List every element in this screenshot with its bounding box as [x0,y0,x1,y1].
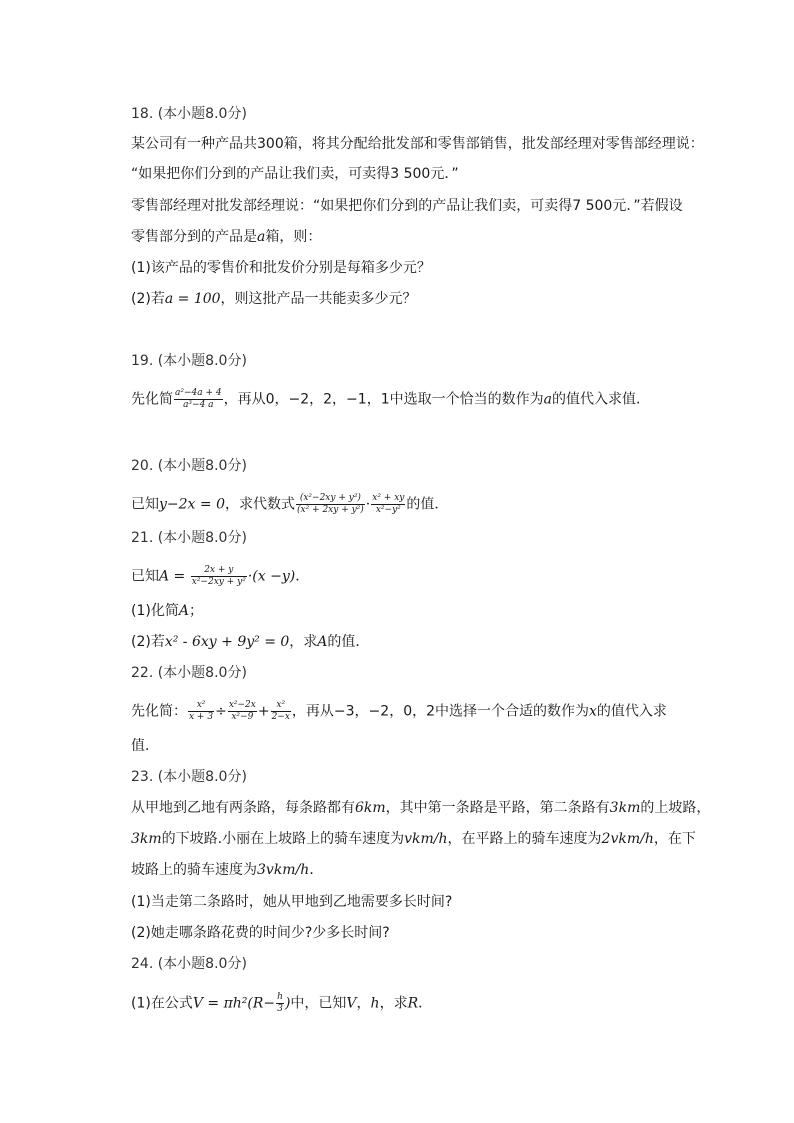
q23-line-2 [131,829,696,849]
q21-lhs: A = [159,568,186,585]
q20-eq: y−2x = 0 [159,496,225,513]
q22-f3-num: x² [271,700,291,712]
q18-l4-text-b: 箱，则： [265,229,322,245]
q19-var: a [543,391,552,408]
q22-fraction-1 [188,700,214,723]
q18-part-1: (1)该产品的零售价和批发价分别是每箱多少元？ [131,260,431,276]
q23-l2-math-1: 3km [131,831,162,847]
q23-l2-text-a: 的下坡路.小丽在上坡路上的骑车速度为 [161,831,405,847]
q22-op-divide: ÷ [215,703,227,720]
q21-p1-text-b: ； [188,603,203,619]
q22-text-c: 的值代入求 [596,703,667,720]
q22-body [131,700,667,723]
q19-fraction [174,388,223,411]
q22-text-a: 先化简： [131,703,187,720]
q18-p2-text-b: ，则这批产品一共能卖多少元？ [220,291,417,307]
q22-f2-num: x²−2x [228,700,256,710]
q18-l4-var: a [257,229,266,245]
q18-part-2 [131,289,417,309]
q21-frac-num: 2x + y [191,565,247,577]
q19-frac-num: a²−4a + 4 [175,388,222,398]
q23-l2-math-2: vkm/h [404,831,448,847]
q18-line-4 [131,227,321,247]
q21-p2-math: x² - 6xy + 9y² = 0 [164,634,290,650]
q24-text-b: 中，已知 [290,995,347,1012]
q21-p2-text-a: (2)若 [131,634,165,650]
q24-heading: 24. (本小题8.0分) [131,956,247,972]
q24-formula-b: ) [284,995,291,1012]
q24-frac-den: 3 [277,1004,283,1014]
q20-fraction-2 [371,493,405,516]
q22-f1-num: x² [188,700,214,712]
q23-l1-text-b: ，其中第一条路是平路，第二条路有 [385,800,610,816]
q22-f2-den: x²−9 [231,712,254,722]
q20-f1-den: (x² + 2xy + y²) [296,505,364,515]
q23-l1-math-1: 6km [355,800,386,816]
q24-formula-a: V = πh²(R− [192,995,276,1012]
q18-p2-math: a = 100 [164,291,221,307]
q24-frac-num: h [277,992,283,1002]
q20-fraction-1 [296,493,365,516]
q22-f1-den: x + 3 [189,712,214,722]
q18-line-2: “如果把你们分到的产品让我们卖，可卖得3 500元．” [131,166,459,182]
q23-part-2: (2)她走哪条路花费的时间少?少多长时间? [131,925,390,941]
q21-frac-den: x²−2xy + y² [191,577,246,587]
q20-text-b: ，求代数式 [224,496,295,513]
q22-fraction-2 [228,700,257,723]
q22-heading: 22. (本小题8.0分) [131,665,247,681]
q24-var-h: h [370,995,380,1012]
q19-body [131,388,650,411]
q19-heading: 19. (本小题8.0分) [131,353,247,369]
q18-line-1: 某公司有一种产品共300箱，将其分配给批发部和零售部销售，批发部经理对零售部经理说： [131,136,704,152]
q23-l2-text-b: ，在平路上的骑车速度为 [447,831,602,847]
q22-op-plus: + [257,703,270,720]
q23-l1-math-2: 3km [609,800,641,816]
q23-part-1: (1)当走第二条路时，她从甲地到乙地需要多长时间? [131,894,453,910]
q21-part-1 [131,601,203,621]
q22-line-2: 值． [131,738,159,754]
q21-p1-text-a: (1)化简 [131,603,179,619]
q18-p2-text-a: (2)若 [131,291,165,307]
q24-text-c: ． [418,995,433,1012]
q24-part-1 [131,992,432,1015]
q24-sep: ， [356,995,371,1012]
q23-l2-text-c: ，在下 [653,831,696,847]
q19-frac-den: a³−4 a [183,400,214,410]
q24-var-r: R [407,995,419,1012]
q20-heading: 20. (本小题8.0分) [131,458,247,474]
q23-line-1 [131,798,710,818]
q22-fraction-3 [271,700,291,723]
q20-f2-den: x²−y² [375,505,401,515]
q21-p2-text-c: 的值． [327,634,370,650]
q22-text-b: ，再从−3，−2，0，2中选择一个合适的数作为 [291,703,590,720]
q22-var: x [589,703,597,720]
q20-f1-num: (x²−2xy + y²) [296,493,365,505]
q19-text-c: 的值代入求值． [551,391,650,408]
q18-heading: 18. (本小题8.0分) [131,106,247,122]
q23-l3-text-a: 坡路上的骑车速度为 [131,862,257,878]
q20-dot: · [365,496,371,513]
q23-l1-text-a: 从甲地到乙地有两条路，每条路都有 [131,800,355,816]
q21-text-a: 已知 [131,568,159,585]
q21-fraction [191,565,247,588]
q21-p2-var: A [317,634,328,650]
q24-var-v: V [346,995,357,1012]
q19-text-b: ，再从0，−2，2，−1，1中选取一个恰当的数作为 [223,391,544,408]
q20-body [131,493,448,516]
q24-fraction [276,992,284,1015]
q23-l3-text-b: ． [309,862,324,878]
q21-end: ． [295,568,310,585]
q21-heading: 21. (本小题8.0分) [131,530,247,546]
q23-l1-text-c: 的上坡路， [640,800,711,816]
q20-text-a: 已知 [131,496,159,513]
q24-text-b2: ，求 [379,995,408,1012]
q21-body [131,565,309,588]
q21-tail: ·(x −y) [247,568,296,585]
q18-line-3: 零售部经理对批发部经理说：“如果把你们分到的产品让我们卖，可卖得7 500元．”若假设 [131,198,683,214]
q21-p1-var: A [178,603,189,619]
q18-l4-text-a: 零售部分到的产品是 [131,229,257,245]
q23-l2-math-3: 2vkm/h [601,831,654,847]
q23-l3-math: 3vkm/h [257,862,310,878]
q21-part-2 [131,632,369,652]
q19-text-a: 先化简 [131,391,173,408]
q22-f3-den: 2−x [271,712,290,722]
q20-f2-num: x² + xy [372,493,405,503]
q24-text-a: (1)在公式 [131,995,193,1012]
q21-p2-text-b: ，求 [289,634,318,650]
q20-text-c: 的值． [406,496,449,513]
q23-line-3 [131,860,323,880]
q23-heading: 23. (本小题8.0分) [131,769,247,785]
